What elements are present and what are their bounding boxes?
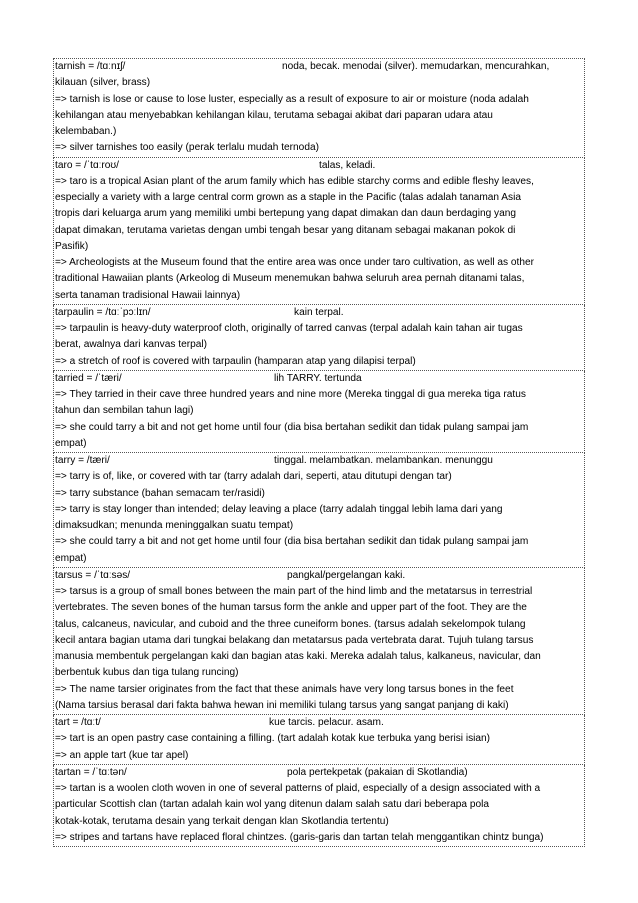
dictionary-entry-tarsus bbox=[53, 568, 585, 715]
entry-line: tropis dari keluarga arum yang memiliki umbi bertepung yang dapat dimakan dan daun berdaging yang bbox=[55, 208, 516, 220]
entry-line: => she could tarry a bit and not get home until four (dia bisa bertahan sedikit dan tidak pulang sampai jam bbox=[55, 421, 529, 433]
entry-line: => she could tarry a bit and not get home until four (dia bisa bertahan sedikit dan tidak pulang sampai jam bbox=[55, 536, 529, 548]
entry-line: => a stretch of roof is covered with tarpaulin (hamparan atap yang dilapisi terpal) bbox=[55, 355, 416, 367]
entry-line: dimaksudkan; menunda meninggalkan suatu tempat) bbox=[55, 520, 294, 531]
entry-line: => The name tarsier originates from the fact that these animals have very long tarsus bones in the feet bbox=[55, 683, 514, 695]
entry-heading bbox=[55, 305, 584, 321]
short-definition: kue tarcis. pelacur. asam. bbox=[269, 717, 384, 728]
entry-line: => silver tarnishes too easily (perak terlalu mudah ternoda) bbox=[55, 142, 319, 154]
dictionary-entry-taro bbox=[53, 158, 585, 305]
entry-line: => tart is an open pastry case containing a filling. (tart adalah kotak kue terbuka yang berisi isian) bbox=[55, 733, 491, 745]
headword-pronunciation: tarnish = /tɑːnɪʃ/ bbox=[55, 61, 126, 72]
entry-line: => stripes and tartans have replaced floral chintzes. (garis-garis dan tartan telah menggantikan chintz bunga) bbox=[55, 831, 544, 843]
entry-line: serta tanaman tradisional Hawaii lainnya) bbox=[55, 289, 241, 301]
entry-line: particular Scottish clan (tartan adalah kain wol yang ditenun dalam salah satu dari beberapa pola bbox=[55, 799, 489, 811]
headword-pronunciation: tarsus = /ˈtɑːsəs/ bbox=[55, 569, 131, 581]
short-definition: pangkal/pergelangan kaki. bbox=[287, 569, 406, 581]
entry-line: => an apple tart (kue tar apel) bbox=[55, 749, 189, 761]
entry-line: => tarry is of, like, or covered with tar (tarry adalah dari, seperti, atau ditutupi dengan tar) bbox=[55, 471, 452, 483]
entry-line: => tarry substance (bahan semacam ter/rasidi) bbox=[55, 487, 265, 499]
entry-line: dapat dimakan, terutama varietas dengan umbi tengah besar yang ditanam sebagai makanan pokok di bbox=[55, 224, 516, 236]
entry-line: (Nama tarsius berasal dari fakta bahwa hewan ini memiliki tulang tarsus yang sangat panjang di kaki) bbox=[55, 699, 509, 711]
entry-line: empat) bbox=[55, 552, 87, 564]
entry-line: traditional Hawaiian plants (Arkeolog di Museum menemukan bahwa seluruh area pernah ditanami talas, bbox=[55, 273, 525, 285]
entry-line: berbentuk kubus dan tiga tulang runcing) bbox=[55, 667, 239, 679]
entry-line: => tarpaulin is heavy-duty waterproof cloth, originally of tarred canvas (terpal adalah kain tahan air tugas bbox=[55, 323, 523, 334]
headword-pronunciation: tart = /tɑːt/ bbox=[55, 717, 101, 728]
entry-line: => tarry is stay longer than intended; delay leaving a place (tarry adalah tinggal lebih lama dari yang bbox=[55, 503, 503, 515]
entry-line: vertebrates. The seven bones of the human tarsus form the ankle and upper part of the foot. They are the bbox=[55, 602, 527, 614]
entry-line: talus, calcaneus, navicular, and cuboid and the three cuneiform bones. (tarsus adalah sekelompok tulang bbox=[55, 618, 526, 630]
headword-pronunciation: tarpaulin = /tɑːˈpɔːlɪn/ bbox=[55, 306, 151, 318]
entry-line: Pasifik) bbox=[55, 240, 89, 252]
entry-line: kotak-kotak, terutama desain yang terkait dengan klan Skotlandia tertentu) bbox=[55, 815, 389, 827]
entry-heading bbox=[55, 765, 584, 781]
short-definition: kain terpal. bbox=[294, 306, 344, 318]
short-definition: talas, keladi. bbox=[319, 159, 376, 171]
entry-line: kehilangan atau menyebabkan kehilangan kilau, terutama sebagai akibat dari paparan udara atau bbox=[55, 109, 493, 121]
dictionary-entry-tart bbox=[53, 715, 585, 765]
entry-line: berat, awalnya dari kanvas terpal) bbox=[55, 339, 207, 351]
headword-pronunciation: tarried = /ˈtæri/ bbox=[55, 372, 122, 384]
dictionary-entry-tarry bbox=[53, 453, 585, 568]
entry-line: kecil antara bagian utama dari tungkai belakang dan metatarsus pada vertebrata darat. Tujuh tulang tarsus bbox=[55, 634, 534, 646]
entry-line: kilauan (silver, brass) bbox=[55, 77, 151, 89]
dictionary-entry-tarried bbox=[53, 371, 585, 453]
entry-line: especially a variety with a large central corm grown as a staple in the Pacific (talas adalah tanaman Asia bbox=[55, 192, 521, 203]
short-definition: noda, becak. menodai (silver). memudarkan, mencurahkan, bbox=[282, 61, 550, 72]
entry-line: => Archeologists at the Museum found that the entire area was once under taro cultivation, as well as other bbox=[55, 257, 534, 268]
entry-heading bbox=[55, 59, 584, 75]
dictionary-table bbox=[53, 58, 585, 847]
entry-heading bbox=[55, 568, 584, 584]
entry-line: empat) bbox=[55, 437, 87, 449]
entry-heading bbox=[55, 453, 584, 469]
short-definition: lih TARRY. tertunda bbox=[274, 372, 362, 384]
dictionary-entry-tarnish bbox=[53, 58, 585, 158]
entry-line: => tartan is a woolen cloth woven in one of several patterns of plaid, especially of a design associated with a bbox=[55, 783, 541, 794]
entry-heading bbox=[55, 371, 584, 387]
entry-line: => tarnish is lose or cause to lose luster, especially as a result of exposure to air or moisture (noda adalah bbox=[55, 93, 529, 105]
entry-line: tahun dan sembilan tahun lagi) bbox=[55, 405, 194, 417]
entry-line: => taro is a tropical Asian plant of the arum family which has edible starchy corms and edible fleshy leaves, bbox=[55, 175, 534, 187]
dictionary-entry-tarpaulin bbox=[53, 305, 585, 371]
entry-heading bbox=[55, 715, 584, 731]
dictionary-entry-tartan bbox=[53, 765, 585, 847]
entry-line: manusia membentuk pergelangan kaki dan bagian atas kaki. Mereka adalah talus, kalkaneus, navicular, dan bbox=[55, 651, 541, 662]
headword-pronunciation: tarry = /tæri/ bbox=[55, 455, 110, 466]
short-definition: pola pertekpetak (pakaian di Skotlandia) bbox=[287, 766, 468, 778]
entry-line: => They tarried in their cave three hundred years and nine more (Mereka tinggal di gua mereka tiga ratus bbox=[55, 389, 526, 400]
headword-pronunciation: tartan = /ˈtɑːtən/ bbox=[55, 766, 127, 778]
short-definition: tinggal. melambatkan. melambankan. menunggu bbox=[274, 455, 493, 466]
entry-line: => tarsus is a group of small bones between the main part of the hind limb and the metatarsus in terrestrial bbox=[55, 586, 533, 597]
entry-heading bbox=[55, 158, 584, 174]
headword-pronunciation: taro = /ˈtɑːroʊ/ bbox=[55, 159, 119, 171]
entry-line: kelembaban.) bbox=[55, 126, 117, 137]
